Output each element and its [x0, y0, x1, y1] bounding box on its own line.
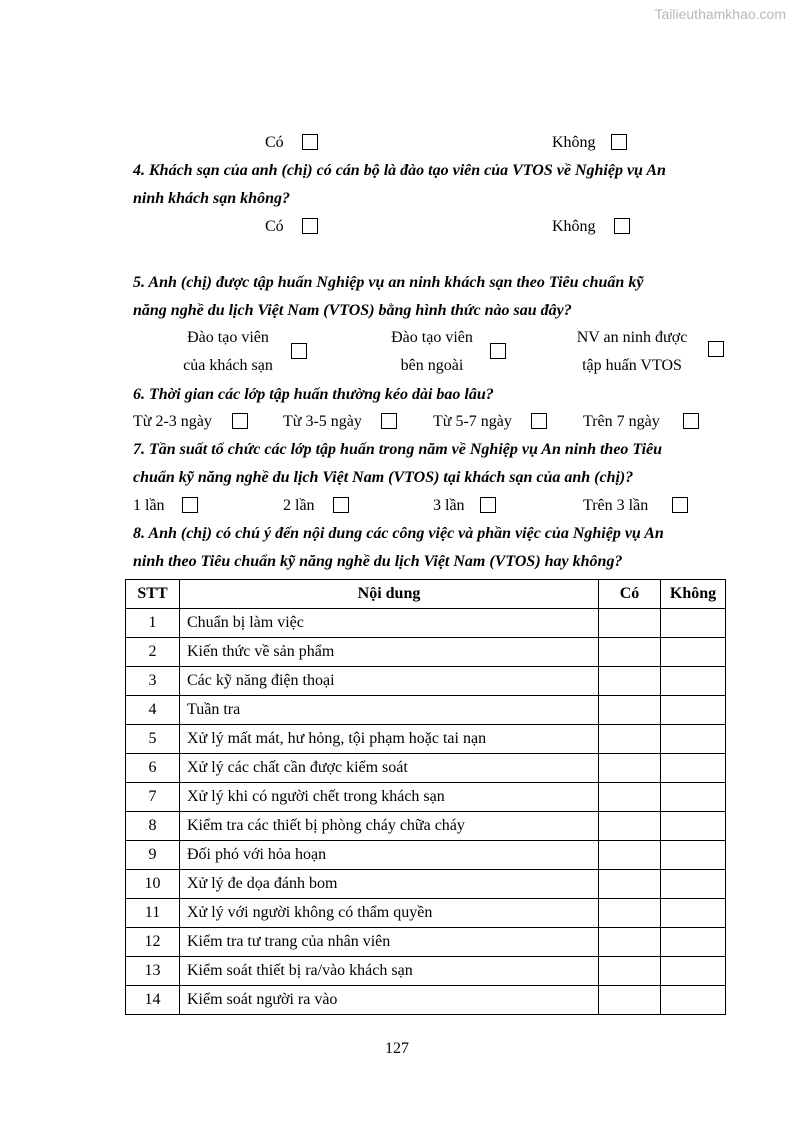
- q5-option3-line2: tập huấn VTOS: [582, 357, 682, 374]
- row-yes-cell[interactable]: [599, 725, 661, 754]
- row-yes-cell[interactable]: [599, 870, 661, 899]
- row-yes-cell[interactable]: [599, 638, 661, 667]
- row-no-cell[interactable]: [661, 638, 726, 667]
- row-no-cell[interactable]: [661, 783, 726, 812]
- q6-option2-label: Từ 3-5 ngày: [283, 413, 362, 430]
- q6-option3-label: Từ 5-7 ngày: [433, 413, 512, 430]
- row-yes-cell[interactable]: [599, 928, 661, 957]
- q7-option4-label: Trên 3 lần: [583, 497, 649, 514]
- row-no-cell[interactable]: [661, 609, 726, 638]
- row-stt: 12: [126, 928, 180, 957]
- q8-line1: 8. Anh (chị) có chú ý đến nội dung các công việc và phần việc của Nghiệp vụ An: [133, 525, 664, 542]
- row-no-cell[interactable]: [661, 725, 726, 754]
- page-number: 127: [385, 1040, 409, 1057]
- q4-line1: 4. Khách sạn của anh (chị) có cán bộ là đào tạo viên của VTOS về Nghiệp vụ An: [133, 162, 666, 179]
- table-row: [126, 841, 726, 870]
- row-content: Tuần tra: [180, 696, 599, 725]
- row-content: Kiến thức về sản phẩm: [180, 638, 599, 667]
- row-yes-cell[interactable]: [599, 696, 661, 725]
- row-content: Chuẩn bị làm việc: [180, 609, 599, 638]
- row-content: Kiểm soát thiết bị ra/vào khách sạn: [180, 957, 599, 986]
- q4-no-checkbox[interactable]: [614, 218, 630, 234]
- row-stt: 13: [126, 957, 180, 986]
- row-no-cell[interactable]: [661, 841, 726, 870]
- q3-no-label: Không: [552, 134, 596, 151]
- q4-yes-label: Có: [265, 218, 284, 235]
- row-no-cell[interactable]: [661, 928, 726, 957]
- q5-line2: năng nghề du lịch Việt Nam (VTOS) bằng hình thức nào sau đây?: [133, 302, 572, 319]
- q6-option4-checkbox[interactable]: [683, 413, 699, 429]
- row-stt: 11: [126, 899, 180, 928]
- q6-option3-checkbox[interactable]: [531, 413, 547, 429]
- q7-line1: 7. Tần suất tổ chức các lớp tập huấn trong năm về Nghiệp vụ An ninh theo Tiêu: [133, 441, 663, 458]
- table-row: [126, 783, 726, 812]
- header-stt: STT: [126, 580, 180, 609]
- row-yes-cell[interactable]: [599, 754, 661, 783]
- row-content: Kiểm tra tư trang của nhân viên: [180, 928, 599, 957]
- q5-option2-checkbox[interactable]: [490, 343, 506, 359]
- q5-option3-checkbox[interactable]: [708, 341, 724, 357]
- row-yes-cell[interactable]: [599, 986, 661, 1015]
- q5-option2-line2: bên ngoài: [400, 357, 464, 374]
- table-header-row: [126, 580, 726, 609]
- row-no-cell[interactable]: [661, 899, 726, 928]
- q8-line2: ninh theo Tiêu chuẩn kỹ năng nghề du lịch Việt Nam (VTOS) hay không?: [133, 553, 623, 570]
- table-row: [126, 667, 726, 696]
- q3-no-checkbox[interactable]: [611, 134, 627, 150]
- row-content: Các kỹ năng điện thoại: [180, 667, 599, 696]
- row-stt: 14: [126, 986, 180, 1015]
- watermark: Tailieuthamkhao.com: [654, 6, 786, 22]
- q7-option3-label: 3 lần: [433, 497, 465, 514]
- row-no-cell[interactable]: [661, 696, 726, 725]
- q4-line2: ninh khách sạn không?: [133, 190, 290, 207]
- row-content: Kiểm tra các thiết bị phòng cháy chữa cháy: [180, 812, 599, 841]
- q7-option3-checkbox[interactable]: [480, 497, 496, 513]
- row-no-cell[interactable]: [661, 986, 726, 1015]
- q7-line2: chuẩn kỹ năng nghề du lịch Việt Nam (VTOS) tại khách sạn của anh (chị)?: [133, 469, 634, 486]
- q7-option2-checkbox[interactable]: [333, 497, 349, 513]
- q7-option4-checkbox[interactable]: [672, 497, 688, 513]
- table-row: [126, 986, 726, 1015]
- table-row: [126, 812, 726, 841]
- row-stt: 8: [126, 812, 180, 841]
- q6-option1-checkbox[interactable]: [232, 413, 248, 429]
- table-body: [126, 609, 726, 1015]
- q5-option1-line1: Đào tạo viên: [187, 329, 269, 346]
- q7-option1-checkbox[interactable]: [182, 497, 198, 513]
- q5-line1: 5. Anh (chị) được tập huấn Nghiệp vụ an ninh khách sạn theo Tiêu chuẩn kỹ: [133, 274, 644, 291]
- table-row: [126, 928, 726, 957]
- row-no-cell[interactable]: [661, 957, 726, 986]
- row-content: Xử lý các chất cần được kiểm soát: [180, 754, 599, 783]
- header-yes: Có: [599, 580, 661, 609]
- q6-option4-label: Trên 7 ngày: [583, 413, 660, 430]
- table-row: [126, 899, 726, 928]
- row-yes-cell[interactable]: [599, 609, 661, 638]
- q5-option1-line2: của khách sạn: [183, 357, 273, 374]
- row-stt: 3: [126, 667, 180, 696]
- row-stt: 4: [126, 696, 180, 725]
- table-row: [126, 957, 726, 986]
- q7-option2-label: 2 lần: [283, 497, 315, 514]
- table-row: [126, 870, 726, 899]
- table-row: [126, 638, 726, 667]
- row-content: Đối phó với hỏa hoạn: [180, 841, 599, 870]
- table-row: [126, 754, 726, 783]
- row-yes-cell[interactable]: [599, 783, 661, 812]
- row-stt: 2: [126, 638, 180, 667]
- row-content: Xử lý mất mát, hư hỏng, tội phạm hoặc tai nạn: [180, 725, 599, 754]
- row-yes-cell[interactable]: [599, 899, 661, 928]
- q5-option1-checkbox[interactable]: [291, 343, 307, 359]
- row-yes-cell[interactable]: [599, 667, 661, 696]
- row-stt: 10: [126, 870, 180, 899]
- q6-option1-label: Từ 2-3 ngày: [133, 413, 212, 430]
- q4-no-label: Không: [552, 218, 596, 235]
- table-row: [126, 696, 726, 725]
- row-no-cell[interactable]: [661, 754, 726, 783]
- q5-option2-line1: Đào tạo viên: [391, 329, 473, 346]
- row-yes-cell[interactable]: [599, 957, 661, 986]
- q3-yes-label: Có: [265, 134, 284, 151]
- q4-yes-checkbox[interactable]: [302, 218, 318, 234]
- q6-option2-checkbox[interactable]: [381, 413, 397, 429]
- row-stt: 1: [126, 609, 180, 638]
- table-row: [126, 725, 726, 754]
- row-content: Xử lý đe dọa đánh bom: [180, 870, 599, 899]
- header-content: Nội dung: [180, 580, 599, 609]
- row-no-cell[interactable]: [661, 812, 726, 841]
- row-stt: 7: [126, 783, 180, 812]
- row-content: Kiểm soát người ra vào: [180, 986, 599, 1015]
- row-stt: 5: [126, 725, 180, 754]
- row-yes-cell[interactable]: [599, 841, 661, 870]
- row-yes-cell[interactable]: [599, 812, 661, 841]
- row-no-cell[interactable]: [661, 870, 726, 899]
- row-content: Xử lý khi có người chết trong khách sạn: [180, 783, 599, 812]
- table-row: [126, 609, 726, 638]
- q6-line1: 6. Thời gian các lớp tập huấn thường kéo dài bao lâu?: [133, 386, 494, 403]
- row-stt: 9: [126, 841, 180, 870]
- row-stt: 6: [126, 754, 180, 783]
- row-content: Xử lý với người không có thẩm quyền: [180, 899, 599, 928]
- survey-table: [125, 579, 726, 1015]
- header-no: Không: [661, 580, 726, 609]
- q5-option3-line1: NV an ninh được: [576, 329, 688, 346]
- q7-option1-label: 1 lần: [133, 497, 165, 514]
- q3-yes-checkbox[interactable]: [302, 134, 318, 150]
- row-no-cell[interactable]: [661, 667, 726, 696]
